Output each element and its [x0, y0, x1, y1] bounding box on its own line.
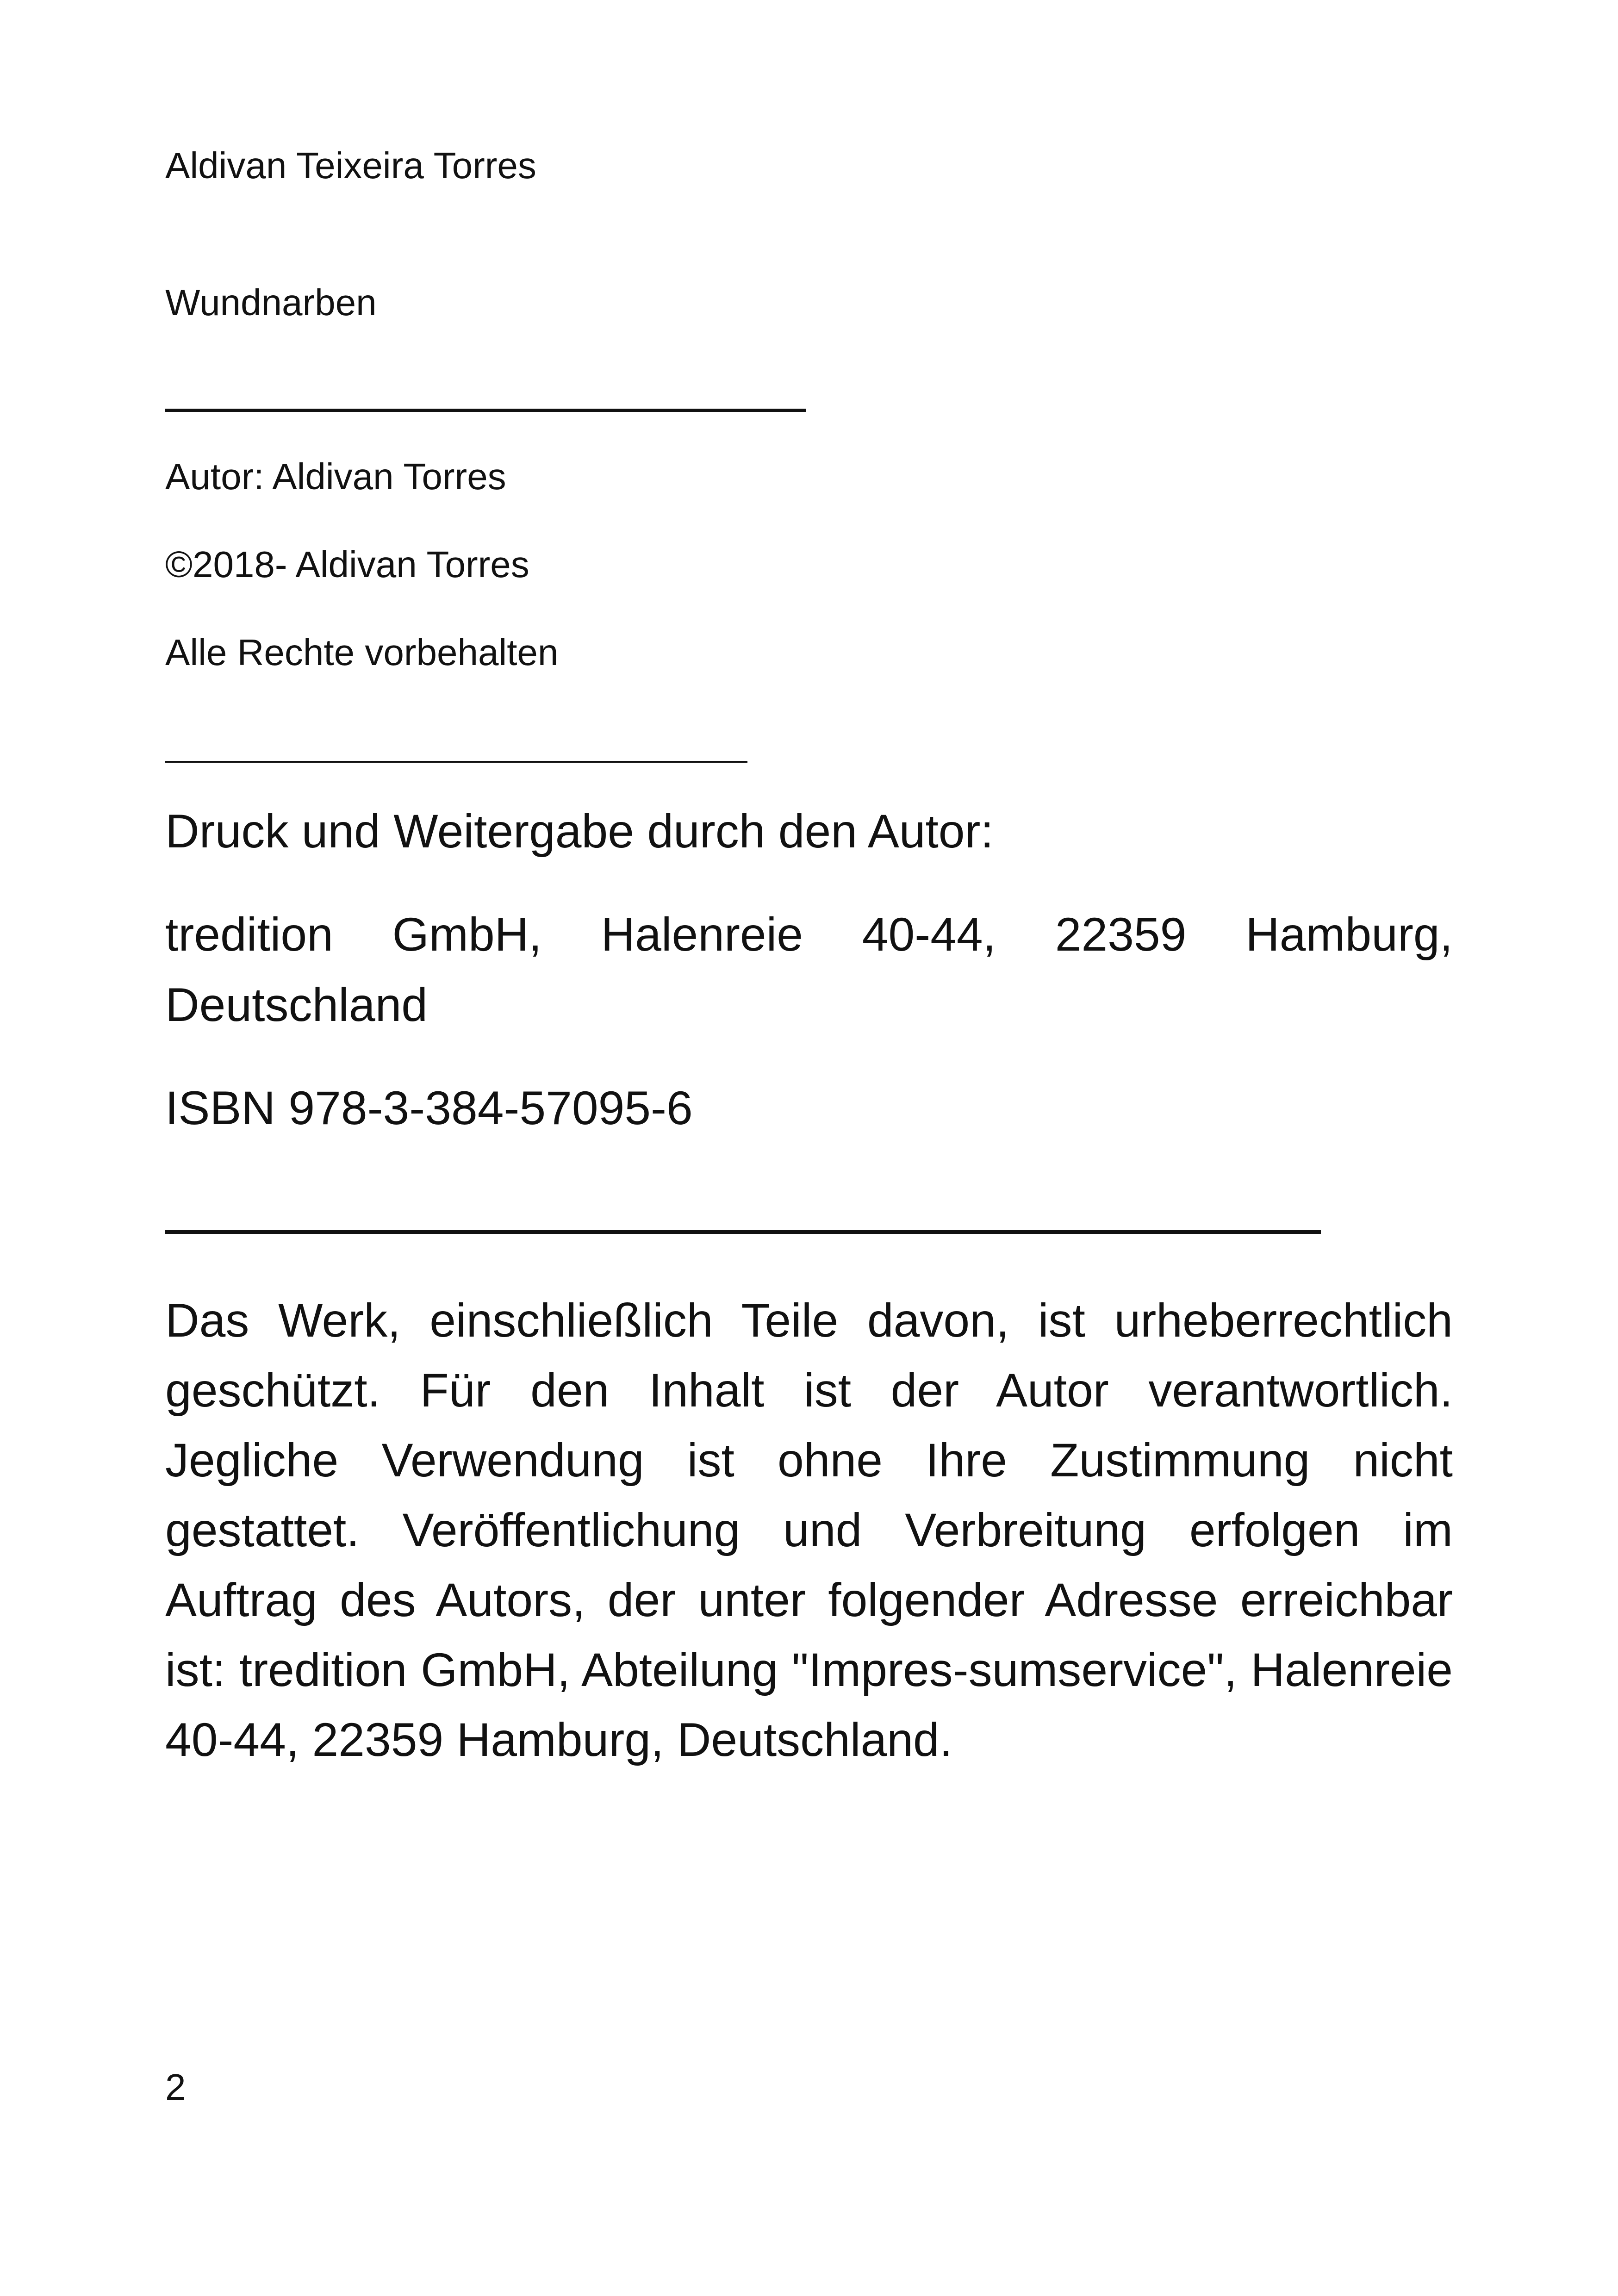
address-word: 22359	[1055, 908, 1187, 961]
author-name: Aldivan Teixeira Torres	[165, 145, 536, 186]
publisher-address-line-1	[165, 908, 1453, 961]
isbn: ISBN 978-3-384-57095-6	[165, 1082, 693, 1134]
address-word: 40-44,	[862, 908, 996, 961]
author-line: Autor: Aldivan Torres	[165, 456, 506, 497]
divider-rule-2	[165, 761, 747, 763]
book-title: Wundnarben	[165, 282, 377, 323]
legal-notice: Das Werk, einschließlich Teile davon, ist urheberrechtlich geschützt. Für den Inhalt ist der Autor verantwortlich. Jegliche Verwendung ist ohne Ihre Zustimmung nicht gestattet. Veröffentlichung und Verbreitung erfolgen im Auftrag des Autors, der unter folgender Adresse erreichbar ist: tredition GmbH, Abteilung "Impres-sumservice", Halenreie 40-44, 22359 Hamburg, Deutschland.	[165, 1294, 1453, 1766]
rights-line: Alle Rechte vorbehalten	[165, 632, 559, 673]
publisher-heading: Druck und Weitergabe durch den Autor:	[165, 805, 994, 858]
address-word: GmbH,	[392, 908, 542, 961]
divider-rule-3	[165, 1230, 1321, 1234]
copyright-line: ©2018- Aldivan Torres	[165, 544, 529, 585]
divider-rule-1	[165, 409, 806, 412]
address-word: Halenreie	[601, 908, 803, 961]
page-number: 2	[165, 2066, 186, 2108]
publisher-address-line-2: Deutschland	[165, 978, 428, 1031]
address-word: Hamburg,	[1245, 908, 1453, 961]
address-word: tredition	[165, 908, 333, 961]
